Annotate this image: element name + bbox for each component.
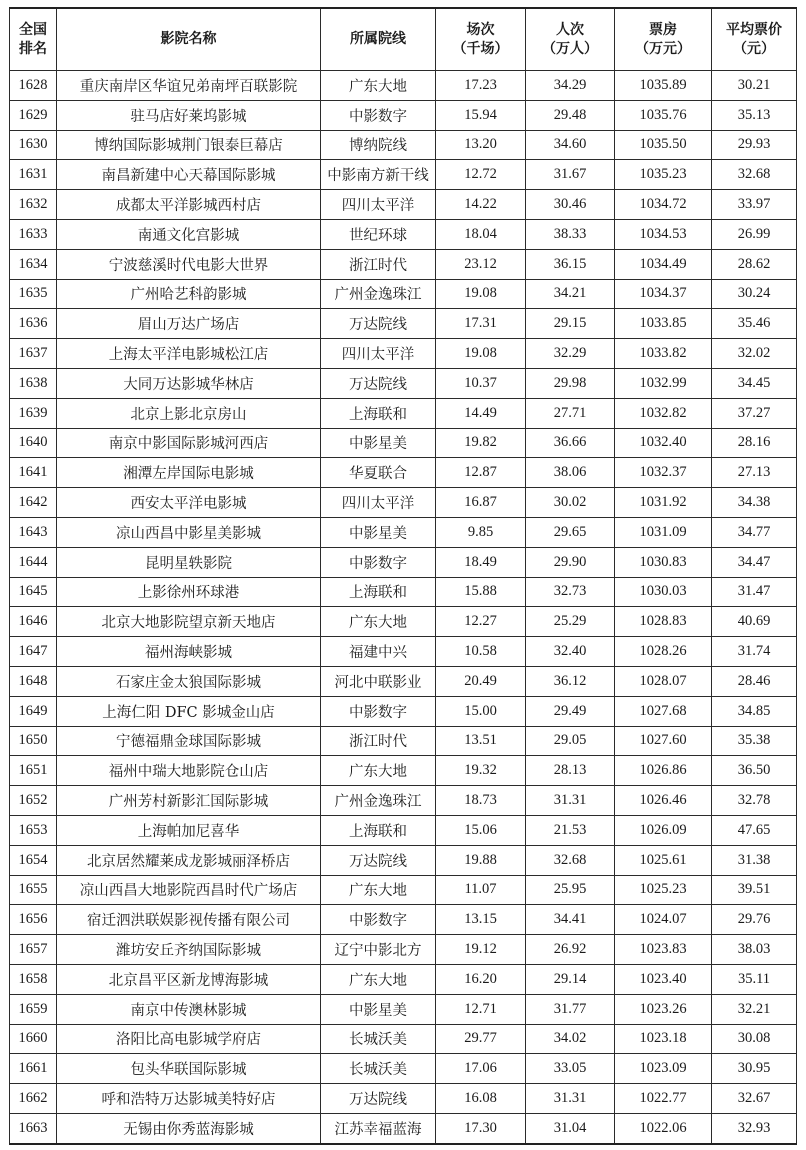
avg-price-cell: 35.46 [712, 309, 797, 339]
attendance-cell: 36.15 [526, 249, 615, 279]
attendance-cell: 29.65 [526, 517, 615, 547]
avg-price-cell: 37.27 [712, 398, 797, 428]
cinema-name-cell: 无锡由你秀蓝海影城 [57, 1113, 321, 1143]
avg-price-cell: 28.46 [712, 666, 797, 696]
rank-cell: 1660 [10, 1024, 57, 1054]
cinema-name-cell: 洛阳比高电影城学府店 [57, 1024, 321, 1054]
box-office-cell: 1034.37 [615, 279, 712, 309]
rank-cell: 1638 [10, 368, 57, 398]
cinema-name-cell: 潍坊安丘齐纳国际影城 [57, 935, 321, 965]
rank-cell: 1635 [10, 279, 57, 309]
rank-cell: 1647 [10, 637, 57, 667]
rank-cell: 1648 [10, 666, 57, 696]
box-office-cell: 1027.60 [615, 726, 712, 756]
avg-price-cell: 34.77 [712, 517, 797, 547]
cinema-name-cell: 福州海峡影城 [57, 637, 321, 667]
avg-price-cell: 29.76 [712, 905, 797, 935]
rank-cell: 1661 [10, 1054, 57, 1084]
avg-price-cell: 34.85 [712, 696, 797, 726]
cinema-name-cell: 大同万达影城华林店 [57, 368, 321, 398]
chain-cell: 万达院线 [321, 309, 436, 339]
avg-price-cell: 30.95 [712, 1054, 797, 1084]
shows-cell: 20.49 [436, 666, 526, 696]
table-row [10, 1084, 797, 1114]
rank-cell: 1641 [10, 458, 57, 488]
box-office-cell: 1024.07 [615, 905, 712, 935]
box-office-cell: 1026.09 [615, 815, 712, 845]
cinema-name-cell: 南通文化宫影城 [57, 219, 321, 249]
table-row [10, 398, 797, 428]
box-office-cell: 1028.83 [615, 607, 712, 637]
box-office-cell: 1034.53 [615, 219, 712, 249]
cinema-name-cell: 驻马店好莱坞影城 [57, 100, 321, 130]
chain-cell: 四川太平洋 [321, 488, 436, 518]
rank-cell: 1656 [10, 905, 57, 935]
shows-cell: 13.51 [436, 726, 526, 756]
attendance-cell: 21.53 [526, 815, 615, 845]
cinema-name-cell: 石家庄金太狼国际影城 [57, 666, 321, 696]
table-row [10, 994, 797, 1024]
shows-cell: 13.20 [436, 130, 526, 160]
box-office-cell: 1023.40 [615, 964, 712, 994]
rank-cell: 1644 [10, 547, 57, 577]
box-office-cell: 1023.83 [615, 935, 712, 965]
table-row [10, 756, 797, 786]
header-rank: 全国 排名 [10, 8, 57, 71]
rank-cell: 1640 [10, 428, 57, 458]
header-attendance: 人次 （万人） [526, 8, 615, 71]
chain-cell: 长城沃美 [321, 1054, 436, 1084]
shows-cell: 9.85 [436, 517, 526, 547]
shows-cell: 13.15 [436, 905, 526, 935]
rank-cell: 1633 [10, 219, 57, 249]
shows-cell: 23.12 [436, 249, 526, 279]
avg-price-cell: 31.38 [712, 845, 797, 875]
attendance-cell: 34.41 [526, 905, 615, 935]
cinema-name-cell: 广州哈艺科韵影城 [57, 279, 321, 309]
rank-cell: 1654 [10, 845, 57, 875]
chain-cell: 四川太平洋 [321, 190, 436, 220]
rank-cell: 1663 [10, 1113, 57, 1143]
avg-price-cell: 47.65 [712, 815, 797, 845]
avg-price-cell: 30.21 [712, 71, 797, 101]
shows-cell: 15.88 [436, 577, 526, 607]
shows-cell: 19.12 [436, 935, 526, 965]
rank-cell: 1657 [10, 935, 57, 965]
box-office-cell: 1035.89 [615, 71, 712, 101]
table-row [10, 160, 797, 190]
header-cinema-name: 影院名称 [57, 8, 321, 71]
chain-cell: 上海联和 [321, 577, 436, 607]
rank-cell: 1629 [10, 100, 57, 130]
table-row [10, 71, 797, 101]
table-row [10, 1054, 797, 1084]
attendance-cell: 38.33 [526, 219, 615, 249]
cinema-name-cell: 广州芳村新影汇国际影城 [57, 786, 321, 816]
shows-cell: 17.31 [436, 309, 526, 339]
attendance-cell: 36.66 [526, 428, 615, 458]
chain-cell: 广东大地 [321, 875, 436, 905]
shows-cell: 19.08 [436, 279, 526, 309]
box-office-cell: 1026.46 [615, 786, 712, 816]
header-chain: 所属院线 [321, 8, 436, 71]
chain-cell: 四川太平洋 [321, 339, 436, 369]
chain-cell: 万达院线 [321, 1084, 436, 1114]
attendance-cell: 31.31 [526, 786, 615, 816]
rank-cell: 1628 [10, 71, 57, 101]
rank-cell: 1651 [10, 756, 57, 786]
chain-cell: 上海联和 [321, 815, 436, 845]
avg-price-cell: 28.62 [712, 249, 797, 279]
chain-cell: 广东大地 [321, 756, 436, 786]
cinema-name-cell: 博纳国际影城荆门银泰巨幕店 [57, 130, 321, 160]
cinema-name-cell: 凉山西昌大地影院西昌时代广场店 [57, 875, 321, 905]
cinema-ranking-table [9, 7, 797, 1145]
avg-price-cell: 30.08 [712, 1024, 797, 1054]
chain-cell: 上海联和 [321, 398, 436, 428]
avg-price-cell: 30.24 [712, 279, 797, 309]
attendance-cell: 34.60 [526, 130, 615, 160]
cinema-name-cell: 北京上影北京房山 [57, 398, 321, 428]
box-office-cell: 1023.26 [615, 994, 712, 1024]
box-office-cell: 1030.83 [615, 547, 712, 577]
shows-cell: 19.88 [436, 845, 526, 875]
chain-cell: 中影数字 [321, 696, 436, 726]
attendance-cell: 26.92 [526, 935, 615, 965]
box-office-cell: 1032.82 [615, 398, 712, 428]
shows-cell: 12.72 [436, 160, 526, 190]
table-row [10, 607, 797, 637]
box-office-cell: 1032.99 [615, 368, 712, 398]
cinema-name-cell: 包头华联国际影城 [57, 1054, 321, 1084]
shows-cell: 12.87 [436, 458, 526, 488]
cinema-name-cell: 宿迁泗洪联娱影视传播有限公司 [57, 905, 321, 935]
avg-price-cell: 40.69 [712, 607, 797, 637]
table-row [10, 815, 797, 845]
box-office-cell: 1034.72 [615, 190, 712, 220]
chain-cell: 中影数字 [321, 547, 436, 577]
shows-cell: 16.20 [436, 964, 526, 994]
box-office-cell: 1025.23 [615, 875, 712, 905]
table-row [10, 845, 797, 875]
chain-cell: 江苏幸福蓝海 [321, 1113, 436, 1143]
cinema-name-cell: 成都太平洋影城西村店 [57, 190, 321, 220]
shows-cell: 29.77 [436, 1024, 526, 1054]
box-office-cell: 1022.06 [615, 1113, 712, 1143]
rank-cell: 1653 [10, 815, 57, 845]
avg-price-cell: 31.47 [712, 577, 797, 607]
attendance-cell: 34.29 [526, 71, 615, 101]
chain-cell: 浙江时代 [321, 249, 436, 279]
shows-cell: 14.22 [436, 190, 526, 220]
cinema-name-cell: 福州中瑞大地影院仓山店 [57, 756, 321, 786]
chain-cell: 中影星美 [321, 517, 436, 547]
chain-cell: 博纳院线 [321, 130, 436, 160]
shows-cell: 17.23 [436, 71, 526, 101]
box-office-cell: 1033.82 [615, 339, 712, 369]
rank-cell: 1659 [10, 994, 57, 1024]
avg-price-cell: 36.50 [712, 756, 797, 786]
attendance-cell: 25.95 [526, 875, 615, 905]
table-row [10, 279, 797, 309]
header-shows: 场次 （千场） [436, 8, 526, 71]
avg-price-cell: 31.74 [712, 637, 797, 667]
table-row [10, 726, 797, 756]
attendance-cell: 34.21 [526, 279, 615, 309]
shows-cell: 18.49 [436, 547, 526, 577]
rank-cell: 1636 [10, 309, 57, 339]
cinema-name-cell: 南京中影国际影城河西店 [57, 428, 321, 458]
table-row [10, 190, 797, 220]
shows-cell: 17.30 [436, 1113, 526, 1143]
table-row [10, 1024, 797, 1054]
rank-cell: 1643 [10, 517, 57, 547]
chain-cell: 福建中兴 [321, 637, 436, 667]
rank-cell: 1631 [10, 160, 57, 190]
shows-cell: 14.49 [436, 398, 526, 428]
avg-price-cell: 35.11 [712, 964, 797, 994]
cinema-name-cell: 上海仁阳 DFC 影城金山店 [57, 696, 321, 726]
chain-cell: 广州金逸珠江 [321, 279, 436, 309]
shows-cell: 15.94 [436, 100, 526, 130]
table-row [10, 964, 797, 994]
box-office-cell: 1035.76 [615, 100, 712, 130]
attendance-cell: 29.14 [526, 964, 615, 994]
shows-cell: 18.04 [436, 219, 526, 249]
table-row [10, 339, 797, 369]
rank-cell: 1639 [10, 398, 57, 428]
chain-cell: 万达院线 [321, 845, 436, 875]
table-row [10, 666, 797, 696]
rank-cell: 1634 [10, 249, 57, 279]
shows-cell: 10.37 [436, 368, 526, 398]
box-office-cell: 1023.18 [615, 1024, 712, 1054]
shows-cell: 19.32 [436, 756, 526, 786]
box-office-cell: 1028.26 [615, 637, 712, 667]
cinema-name-cell: 宁波慈溪时代电影大世界 [57, 249, 321, 279]
avg-price-cell: 27.13 [712, 458, 797, 488]
cinema-name-cell: 昆明星轶影院 [57, 547, 321, 577]
box-office-cell: 1028.07 [615, 666, 712, 696]
table-body [10, 71, 797, 1144]
shows-cell: 17.06 [436, 1054, 526, 1084]
table-row [10, 1113, 797, 1143]
rank-cell: 1630 [10, 130, 57, 160]
chain-cell: 中影数字 [321, 905, 436, 935]
avg-price-cell: 34.38 [712, 488, 797, 518]
attendance-cell: 36.12 [526, 666, 615, 696]
attendance-cell: 29.05 [526, 726, 615, 756]
shows-cell: 15.06 [436, 815, 526, 845]
chain-cell: 中影星美 [321, 994, 436, 1024]
header-avg-price: 平均票价 （元） [712, 8, 797, 71]
cinema-name-cell: 重庆南岸区华谊兄弟南坪百联影院 [57, 71, 321, 101]
attendance-cell: 32.29 [526, 339, 615, 369]
table-row [10, 249, 797, 279]
table-row [10, 696, 797, 726]
avg-price-cell: 35.38 [712, 726, 797, 756]
chain-cell: 万达院线 [321, 368, 436, 398]
table-row [10, 905, 797, 935]
table-row [10, 309, 797, 339]
cinema-name-cell: 上海帕加尼喜华 [57, 815, 321, 845]
attendance-cell: 29.48 [526, 100, 615, 130]
avg-price-cell: 34.47 [712, 547, 797, 577]
avg-price-cell: 38.03 [712, 935, 797, 965]
table-row [10, 458, 797, 488]
shows-cell: 16.08 [436, 1084, 526, 1114]
rank-cell: 1646 [10, 607, 57, 637]
header-box-office: 票房 （万元） [615, 8, 712, 71]
cinema-name-cell: 呼和浩特万达影城美特好店 [57, 1084, 321, 1114]
box-office-cell: 1022.77 [615, 1084, 712, 1114]
avg-price-cell: 29.93 [712, 130, 797, 160]
rank-cell: 1650 [10, 726, 57, 756]
table-row [10, 368, 797, 398]
rank-cell: 1642 [10, 488, 57, 518]
table-row [10, 786, 797, 816]
cinema-name-cell: 眉山万达广场店 [57, 309, 321, 339]
table-row [10, 428, 797, 458]
rank-cell: 1652 [10, 786, 57, 816]
chain-cell: 广东大地 [321, 607, 436, 637]
box-office-cell: 1025.61 [615, 845, 712, 875]
cinema-name-cell: 上影徐州环球港 [57, 577, 321, 607]
box-office-cell: 1035.50 [615, 130, 712, 160]
table-row [10, 488, 797, 518]
cinema-ranking-table-container [9, 7, 797, 1145]
table-row [10, 637, 797, 667]
cinema-name-cell: 南昌新建中心天幕国际影城 [57, 160, 321, 190]
box-office-cell: 1023.09 [615, 1054, 712, 1084]
rank-cell: 1649 [10, 696, 57, 726]
shows-cell: 18.73 [436, 786, 526, 816]
attendance-cell: 29.90 [526, 547, 615, 577]
avg-price-cell: 32.21 [712, 994, 797, 1024]
attendance-cell: 31.67 [526, 160, 615, 190]
shows-cell: 19.82 [436, 428, 526, 458]
avg-price-cell: 32.78 [712, 786, 797, 816]
box-office-cell: 1033.85 [615, 309, 712, 339]
chain-cell: 河北中联影业 [321, 666, 436, 696]
avg-price-cell: 33.97 [712, 190, 797, 220]
attendance-cell: 32.40 [526, 637, 615, 667]
rank-cell: 1637 [10, 339, 57, 369]
cinema-name-cell: 北京居然耀莱成龙影城丽泽桥店 [57, 845, 321, 875]
table-row [10, 577, 797, 607]
chain-cell: 浙江时代 [321, 726, 436, 756]
avg-price-cell: 39.51 [712, 875, 797, 905]
box-office-cell: 1032.40 [615, 428, 712, 458]
box-office-cell: 1030.03 [615, 577, 712, 607]
table-header-row [10, 8, 797, 71]
shows-cell: 12.27 [436, 607, 526, 637]
chain-cell: 广东大地 [321, 71, 436, 101]
attendance-cell: 29.15 [526, 309, 615, 339]
rank-cell: 1662 [10, 1084, 57, 1114]
table-row [10, 935, 797, 965]
table-row [10, 547, 797, 577]
chain-cell: 中影数字 [321, 100, 436, 130]
attendance-cell: 38.06 [526, 458, 615, 488]
avg-price-cell: 32.68 [712, 160, 797, 190]
chain-cell: 中影星美 [321, 428, 436, 458]
shows-cell: 15.00 [436, 696, 526, 726]
cinema-name-cell: 湘潭左岸国际电影城 [57, 458, 321, 488]
box-office-cell: 1026.86 [615, 756, 712, 786]
chain-cell: 辽宁中影北方 [321, 935, 436, 965]
attendance-cell: 33.05 [526, 1054, 615, 1084]
avg-price-cell: 35.13 [712, 100, 797, 130]
avg-price-cell: 32.02 [712, 339, 797, 369]
shows-cell: 10.58 [436, 637, 526, 667]
attendance-cell: 32.68 [526, 845, 615, 875]
avg-price-cell: 34.45 [712, 368, 797, 398]
box-office-cell: 1031.09 [615, 517, 712, 547]
box-office-cell: 1035.23 [615, 160, 712, 190]
cinema-name-cell: 北京大地影院望京新天地店 [57, 607, 321, 637]
rank-cell: 1645 [10, 577, 57, 607]
attendance-cell: 34.02 [526, 1024, 615, 1054]
cinema-name-cell: 西安太平洋电影城 [57, 488, 321, 518]
shows-cell: 19.08 [436, 339, 526, 369]
cinema-name-cell: 凉山西昌中影星美影城 [57, 517, 321, 547]
cinema-name-cell: 宁德福鼎金球国际影城 [57, 726, 321, 756]
attendance-cell: 31.31 [526, 1084, 615, 1114]
chain-cell: 华夏联合 [321, 458, 436, 488]
table-row [10, 517, 797, 547]
chain-cell: 中影南方新干线 [321, 160, 436, 190]
chain-cell: 长城沃美 [321, 1024, 436, 1054]
attendance-cell: 31.77 [526, 994, 615, 1024]
box-office-cell: 1031.92 [615, 488, 712, 518]
chain-cell: 广州金逸珠江 [321, 786, 436, 816]
avg-price-cell: 26.99 [712, 219, 797, 249]
shows-cell: 16.87 [436, 488, 526, 518]
avg-price-cell: 32.93 [712, 1113, 797, 1143]
cinema-name-cell: 南京中传澳林影城 [57, 994, 321, 1024]
table-row [10, 219, 797, 249]
box-office-cell: 1034.49 [615, 249, 712, 279]
rank-cell: 1658 [10, 964, 57, 994]
attendance-cell: 27.71 [526, 398, 615, 428]
attendance-cell: 30.02 [526, 488, 615, 518]
attendance-cell: 25.29 [526, 607, 615, 637]
avg-price-cell: 32.67 [712, 1084, 797, 1114]
table-row [10, 130, 797, 160]
avg-price-cell: 28.16 [712, 428, 797, 458]
attendance-cell: 29.98 [526, 368, 615, 398]
attendance-cell: 28.13 [526, 756, 615, 786]
rank-cell: 1655 [10, 875, 57, 905]
table-row [10, 875, 797, 905]
rank-cell: 1632 [10, 190, 57, 220]
cinema-name-cell: 北京昌平区新龙博海影城 [57, 964, 321, 994]
table-row [10, 100, 797, 130]
chain-cell: 世纪环球 [321, 219, 436, 249]
attendance-cell: 30.46 [526, 190, 615, 220]
chain-cell: 广东大地 [321, 964, 436, 994]
shows-cell: 12.71 [436, 994, 526, 1024]
box-office-cell: 1032.37 [615, 458, 712, 488]
attendance-cell: 32.73 [526, 577, 615, 607]
shows-cell: 11.07 [436, 875, 526, 905]
attendance-cell: 31.04 [526, 1113, 615, 1143]
attendance-cell: 29.49 [526, 696, 615, 726]
cinema-name-cell: 上海太平洋电影城松江店 [57, 339, 321, 369]
box-office-cell: 1027.68 [615, 696, 712, 726]
